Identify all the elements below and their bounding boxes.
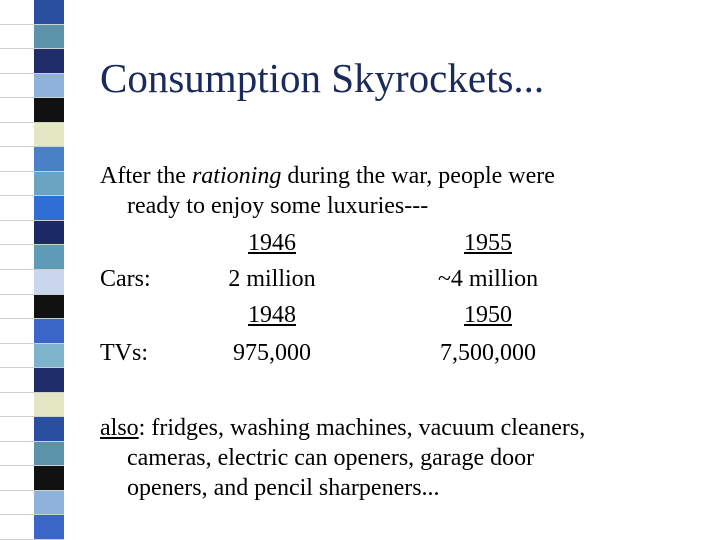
also-paragraph xyxy=(100,413,700,503)
also-line-1 xyxy=(100,413,700,443)
stripe-block xyxy=(0,515,64,540)
stripe-block xyxy=(0,25,64,50)
stripe-block-color xyxy=(34,515,64,539)
stripe-block-color xyxy=(34,147,64,171)
stripe-block-color xyxy=(34,491,64,515)
stripe-block-color xyxy=(34,442,64,466)
stripe-block-color xyxy=(34,221,64,245)
stripe-block xyxy=(0,49,64,74)
stripe-block xyxy=(0,221,64,246)
stripe-block-color xyxy=(34,98,64,122)
stripe-block xyxy=(0,295,64,320)
tvs-values-row: TVs: 975,000 7,500,000 xyxy=(100,336,660,370)
also-lead-word: also xyxy=(100,415,139,441)
stripe-block xyxy=(0,466,64,491)
stripe-block-color xyxy=(34,74,64,98)
stripe-block-color xyxy=(34,196,64,220)
stripe-block xyxy=(0,172,64,197)
intro-text-before: After the xyxy=(100,163,192,189)
also-line-2: cameras, electric can openers, garage door xyxy=(127,445,535,471)
stripe-block-color xyxy=(34,466,64,490)
stripe-block xyxy=(0,442,64,467)
intro-line-1 xyxy=(100,161,700,191)
stripe-block xyxy=(0,417,64,442)
intro-paragraph xyxy=(100,161,700,221)
stripe-block-color xyxy=(34,319,64,343)
stripe-block xyxy=(0,0,64,25)
cars-label: Cars: xyxy=(100,266,151,292)
stripe-block xyxy=(0,270,64,295)
stripe-block xyxy=(0,147,64,172)
stripe-block-color xyxy=(34,49,64,73)
stripe-block-color xyxy=(34,393,64,417)
tvs-label: TVs: xyxy=(100,340,148,366)
also-line-1-rest: : fridges, washing machines, vacuum cleaners, xyxy=(138,415,586,441)
decorative-stripe xyxy=(0,0,64,540)
stripe-block xyxy=(0,393,64,418)
cars-values-row: Cars: 2 million ~4 million xyxy=(100,262,660,296)
stripe-block-color xyxy=(34,295,64,319)
stripe-block xyxy=(0,491,64,516)
stripe-block-color xyxy=(34,172,64,196)
stripe-block-color xyxy=(34,0,64,24)
stripe-block xyxy=(0,196,64,221)
stripe-block xyxy=(0,319,64,344)
slide-title: Consumption Skyrockets... xyxy=(100,55,545,101)
stripe-block xyxy=(0,344,64,369)
stripe-block-color xyxy=(34,344,64,368)
intro-text-after: during the war, people were xyxy=(281,163,555,189)
stripe-block-color xyxy=(34,368,64,392)
cars-years-row: 1946 1955 xyxy=(248,230,512,256)
stripe-block-color xyxy=(34,123,64,147)
stripe-block-color xyxy=(34,25,64,49)
stripe-block xyxy=(0,245,64,270)
also-line-3: openers, and pencil sharpeners... xyxy=(127,475,440,501)
stripe-block xyxy=(0,98,64,123)
stripe-block xyxy=(0,123,64,148)
rationing-emphasis: rationing xyxy=(191,163,282,189)
tvs-years-row: 1948 1950 xyxy=(248,302,512,328)
stripe-block-color xyxy=(34,245,64,269)
stripe-block xyxy=(0,368,64,393)
stripe-block xyxy=(0,74,64,99)
intro-line-2: ready to enjoy some luxuries--- xyxy=(127,193,429,219)
stripe-block-color xyxy=(34,417,64,441)
stripe-block-color xyxy=(34,270,64,294)
